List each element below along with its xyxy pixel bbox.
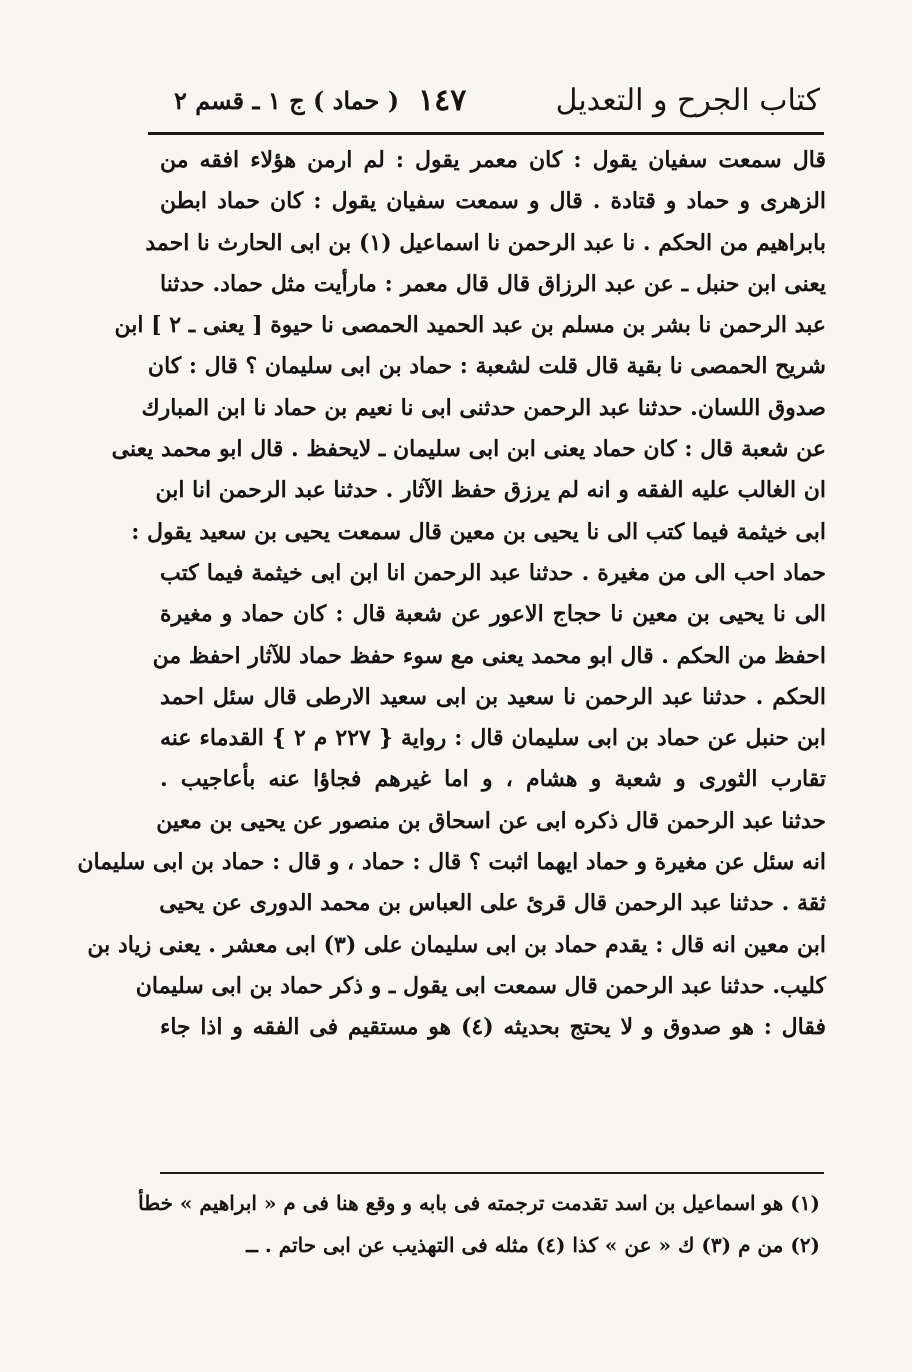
text-line: صدوق اللسان. حدثنا عبد الرحمن حدثنى ابى نا نعيم بن حماد نا ابن المبارك: [141, 394, 826, 421]
text-line: ان الغالب عليه الفقه و انه لم يرزق حفظ الآثار . حدثنا عبد الرحمن انا ابن: [155, 477, 826, 504]
page-number: ١٤٧: [418, 83, 467, 118]
footnotes: [138, 1182, 820, 1266]
text-line: ابن معين انه قال : يقدم حماد بن ابى سليمان على (٣) ابى معشر . يعنى زياد بن: [87, 931, 826, 958]
header-rule: [148, 132, 824, 135]
text-line: كليب. حدثنا عبد الرحمن قال سمعت ابى يقول ـ و ذكر حماد بن ابى سليمان: [135, 972, 826, 999]
page-header: [150, 78, 820, 130]
text-line: قال سمعت سفيان يقول : كان معمر يقول : لم ارمن هؤلاء افقه من: [160, 147, 826, 173]
footnote: (١) هو اسماعيل بن اسد تقدمت ترجمته فى بابه و وقع هنا فى م « ابراهيم » خطأ: [138, 1191, 820, 1215]
text-line: ابن حنبل عن حماد بن ابى سليمان قال : رواية { ٢٢٧ م ٢ } القدماء عنه: [160, 725, 826, 752]
text-line: الحكم . حدثنا عبد الرحمن نا سعيد بن ابى سعيد الارطى قال سئل احمد: [160, 683, 826, 710]
text-line: حماد احب الى من مغيرة . حدثنا عبد الرحمن انا ابن ابى خيثمة فيما كتب: [160, 559, 826, 586]
text-line: الى نا يحيى بن معين نا حجاج الاعور عن شعبة قال : كان حماد و مغيرة: [160, 601, 826, 628]
footnote: (٢) من م (٣) ك « عن » كذا (٤) مثله فى التهذيب عن ابى حاتم . ــ: [246, 1233, 820, 1257]
text-line: ابى خيثمة فيما كتب الى نا يحيى بن معين قال سمعت يحيى بن سعيد يقول :: [131, 518, 826, 545]
volume-label: ( حماد ) ج ١ ـ قسم ٢: [174, 86, 400, 115]
text-line: حدثنا عبد الرحمن قال ذكره ابى عن اسحاق بن منصور عن يحيى بن معين: [156, 807, 826, 834]
text-line: فقال : هو صدوق و لا يحتج بحديثه (٤) هو مستقيم فى الفقه و اذا جاء: [160, 1014, 826, 1041]
footnote-rule: [160, 1172, 824, 1174]
text-line: انه سئل عن مغيرة و حماد ايهما اثبت ؟ قال : حماد ، و قال : حماد بن ابى سليمان: [77, 849, 826, 876]
text-line: ثقة . حدثنا عبد الرحمن قال قرئ على العباس بن محمد الدورى عن يحيى: [159, 890, 826, 917]
text-line: عن شعبة قال : كان حماد يعنى ابن ابى سليمان ـ لايحفظ . قال ابو محمد يعنى: [111, 436, 826, 463]
main-text: [77, 140, 826, 1049]
text-line: بابراهيم من الحكم . نا عبد الرحمن نا اسماعيل (١) بن ابى الحارث نا احمد: [145, 229, 826, 256]
text-line: عبد الرحمن نا بشر بن مسلم بن عبد الحميد الحمصى نا حيوة [ يعنى ـ ٢ ] ابن: [114, 312, 826, 339]
text-line: شريح الحمصى نا بقية قال قلت لشعبة : حماد بن ابى سليمان ؟ قال : كان: [147, 353, 826, 380]
text-line: الزهرى و حماد و قتادة . قال و سمعت سفيان يقول : كان حماد ابطن: [160, 188, 826, 215]
text-line: احفظ من الحكم . قال ابو محمد يعنى مع سوء حفظ حماد للآثار احفظ من: [152, 642, 826, 669]
book-title: كتاب الجرح و التعديل: [555, 83, 820, 118]
text-line: تقارب الثورى و شعبة و هشام ، و اما غيرهم فجاؤا عنه بأعاجيب .: [160, 766, 826, 793]
text-line: يعنى ابن حنبل ـ عن عبد الرزاق قال قال معمر : مارأيت مثل حماد. حدثنا: [160, 270, 826, 297]
